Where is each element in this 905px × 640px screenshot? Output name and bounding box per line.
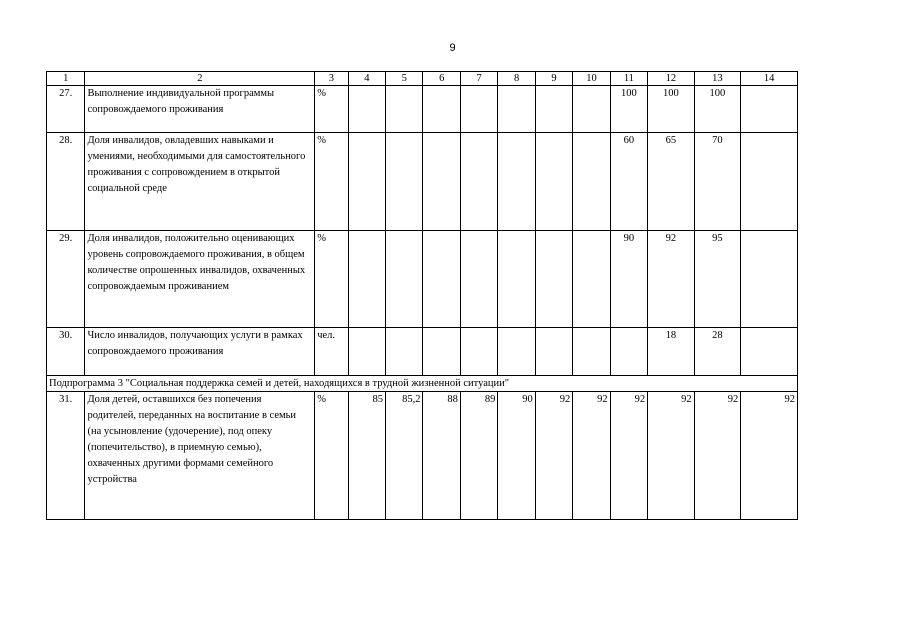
value-cell: [535, 231, 572, 328]
unit-cell: %: [315, 231, 348, 328]
value-cell: 100: [610, 86, 647, 133]
value-cell: 89: [460, 392, 497, 520]
value-cell: 92: [535, 392, 572, 520]
value-cell: 18: [648, 328, 695, 376]
value-cell: [348, 231, 385, 328]
value-cell: 92: [648, 392, 695, 520]
value-cell: 65: [648, 133, 695, 231]
value-cell: [741, 328, 798, 376]
indicator-name: Доля инвалидов, овладевших навыками и умениями, необходимыми для самостоятельного проживания с сопровождением в открытой социальной среде: [85, 133, 315, 231]
header-cell: 13: [694, 72, 741, 86]
value-cell: 92: [610, 392, 647, 520]
header-cell: 12: [648, 72, 695, 86]
header-cell: 6: [423, 72, 460, 86]
value-cell: 85: [348, 392, 385, 520]
value-cell: 100: [694, 86, 741, 133]
value-cell: 92: [648, 231, 695, 328]
header-cell: 10: [573, 72, 610, 86]
value-cell: [573, 231, 610, 328]
header-cell: 8: [498, 72, 535, 86]
value-cell: [498, 133, 535, 231]
value-cell: 92: [741, 392, 798, 520]
value-cell: [741, 86, 798, 133]
value-cell: [610, 328, 647, 376]
value-cell: [535, 133, 572, 231]
table-row: [47, 86, 798, 133]
value-cell: 100: [648, 86, 695, 133]
indicator-name: Доля инвалидов, положительно оценивающих уровень сопровождаемого проживания, в общем количестве опрошенных инвалидов, охваченных сопровождаемым проживанием: [85, 231, 315, 328]
value-cell: [741, 231, 798, 328]
value-cell: 85,2: [386, 392, 423, 520]
value-cell: [386, 231, 423, 328]
header-cell: 1: [47, 72, 85, 86]
value-cell: [348, 328, 385, 376]
unit-cell: %: [315, 133, 348, 231]
header-cell: 14: [741, 72, 798, 86]
value-cell: [535, 86, 572, 133]
value-cell: 92: [573, 392, 610, 520]
value-cell: [423, 133, 460, 231]
table-row: [47, 133, 798, 231]
row-number: 31.: [47, 392, 85, 520]
value-cell: [460, 231, 497, 328]
value-cell: [348, 86, 385, 133]
section-row: [47, 376, 798, 392]
header-cell: 4: [348, 72, 385, 86]
value-cell: 90: [610, 231, 647, 328]
value-cell: 95: [694, 231, 741, 328]
value-cell: [741, 133, 798, 231]
header-cell: 2: [85, 72, 315, 86]
indicator-name: Выполнение индивидуальной программы сопровождаемого проживания: [85, 86, 315, 133]
header-cell: 3: [315, 72, 348, 86]
value-cell: [460, 86, 497, 133]
section-title: Подпрограмма 3 "Социальная поддержка семей и детей, находящихся в трудной жизненной ситуации": [47, 376, 798, 392]
value-cell: 90: [498, 392, 535, 520]
row-number: 27.: [47, 86, 85, 133]
value-cell: 28: [694, 328, 741, 376]
value-cell: [386, 86, 423, 133]
value-cell: 92: [694, 392, 741, 520]
value-cell: 88: [423, 392, 460, 520]
header-cell: 5: [386, 72, 423, 86]
header-cell: 7: [460, 72, 497, 86]
value-cell: [386, 328, 423, 376]
page-number: 9: [449, 42, 456, 54]
unit-cell: %: [315, 392, 348, 520]
value-cell: [535, 328, 572, 376]
header-cell: 11: [610, 72, 647, 86]
value-cell: [423, 86, 460, 133]
value-cell: [498, 231, 535, 328]
value-cell: [348, 133, 385, 231]
table-row: [47, 392, 798, 520]
value-cell: [498, 86, 535, 133]
value-cell: [498, 328, 535, 376]
value-cell: [460, 328, 497, 376]
table-row: [47, 328, 798, 376]
unit-cell: чел.: [315, 328, 348, 376]
indicator-name: Доля детей, оставшихся без попечения родителей, переданных на воспитание в семьи (на усыновление (удочерение), под опеку (попечительство), в приемную семью), охваченных другими формами семейного устройства: [85, 392, 315, 520]
row-number: 28.: [47, 133, 85, 231]
indicators-table: [46, 71, 798, 520]
row-number: 30.: [47, 328, 85, 376]
unit-cell: %: [315, 86, 348, 133]
value-cell: 60: [610, 133, 647, 231]
indicator-name: Число инвалидов, получающих услуги в рамках сопровождаемого проживания: [85, 328, 315, 376]
value-cell: [573, 86, 610, 133]
value-cell: [386, 133, 423, 231]
value-cell: [573, 133, 610, 231]
table-row: [47, 231, 798, 328]
value-cell: [423, 231, 460, 328]
value-cell: [460, 133, 497, 231]
header-row: [47, 72, 798, 86]
value-cell: [573, 328, 610, 376]
header-cell: 9: [535, 72, 572, 86]
value-cell: 70: [694, 133, 741, 231]
row-number: 29.: [47, 231, 85, 328]
value-cell: [423, 328, 460, 376]
